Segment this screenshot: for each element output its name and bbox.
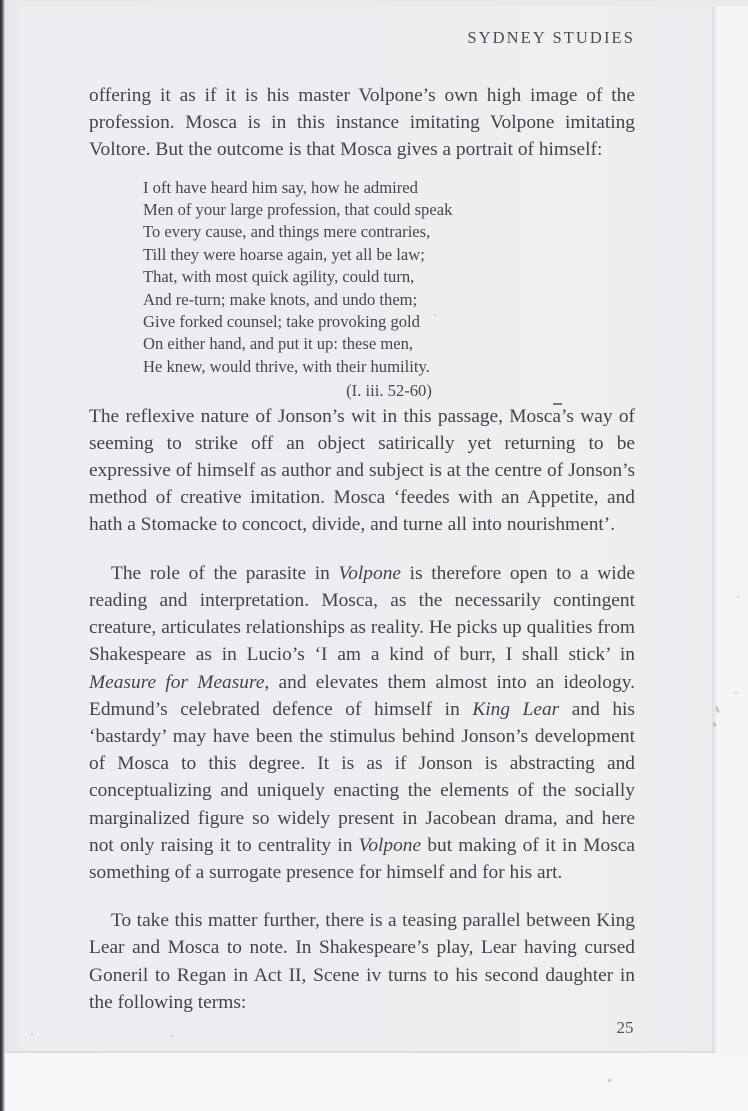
paragraph-3-text-e: but making of it in Mosca something of a surrogate presence for himself and for his art.: [89, 834, 635, 883]
scan-speck: [171, 1035, 173, 1037]
verse-line: On either hand, and put it up: these men,: [143, 334, 414, 354]
title-king-lear: King Lear: [472, 698, 560, 720]
page-edge-seam: [712, 6, 714, 1053]
text-column: [89, 82, 635, 1016]
verse-line: Men of your large profession, that could speak: [143, 200, 453, 220]
paragraph-3-text-a: The role of the parasite in: [111, 562, 339, 584]
verse-citation: (I. iii. 52-60): [346, 381, 432, 401]
verse-line: And re-turn; make knots, and undo them;: [143, 289, 418, 309]
verse-line: That, with most quick agility, could turn,: [143, 267, 415, 287]
page-number: 25: [616, 1018, 634, 1037]
verse-quotation: [89, 177, 635, 403]
title-volpone-2: Volpone: [358, 834, 422, 856]
running-head: SYDNEY STUDIES: [467, 28, 635, 47]
verse-line: Till they were hoarse again, yet all be law;: [143, 244, 425, 264]
scanner-bed-right: [716, 0, 748, 1111]
scan-speck: [608, 1079, 611, 1082]
paragraph-3: [89, 560, 635, 886]
scanner-bed-bottom: [0, 1053, 748, 1111]
verse-line: To every cause, and things mere contraries,: [143, 222, 431, 242]
paragraph-2: The reflexive nature of Jonson’s wit in this passage, Mosca’s way of seeming to strike off an object satirically yet returning to be expressive of himself as author and subject is at the centre of Jonson’s method of creative imitation. Mosca ‘feedes with an Appetite, and hath a Stomacke to concoct, divide, and turne all into nourishment’.: [89, 405, 635, 536]
scan-speck: [434, 314, 436, 316]
paragraph-1: offering it as if it is his master Volpone’s own high image of the profession. Mosca is in this instance imitating Volpone imitating Voltore. But the outcome is that Mosca gives a portrait of himself:: [89, 85, 635, 161]
verse-line: I oft have heard him say, how he admired: [143, 177, 418, 197]
title-volpone: Volpone: [338, 562, 402, 584]
title-measure-for-measure: Measure for Measure: [89, 671, 265, 693]
paragraph-3-text-d: and his ‘bastardy’ may have been the stimulus behind Jonson’s development of Mosca to this degree. It is as if Jonson is abstracting and conceptualizing and uniquely enacting the elements of the socially marginalized figure so widely present in Jacobean drama, and here not only raising it to centrality in: [89, 698, 635, 856]
scan-speck: [735, 692, 737, 694]
paragraph-4: To take this matter further, there is a teasing parallel between King Lear and Mosca to note. In Shakespeare’s play, Lear having cursed Goneril to Regan in Act II, Scene iv turns to his second daughter in the following terms:: [89, 910, 635, 1013]
verse-line: He knew, would thrive, with their humility.: [143, 356, 430, 376]
scan-speck: [31, 1033, 33, 1035]
paragraph-3-text-b: is therefore open to a wide reading and interpretation. Mosca, as the necessarily contingent creature, articulates relationships as reality. He picks up qualities from Shakespeare as in Lucio’s ‘I am a kind of burr, I shall stick’ in: [89, 562, 635, 666]
scanner-bed-top: [0, 0, 748, 6]
scan-speck: [737, 596, 739, 598]
verse-line: Give forked counsel; take provoking gold: [143, 312, 420, 332]
paragraph-3-text-c: , and elevates them almost into an ideology. Edmund’s celebrated defence of himself in: [89, 671, 635, 720]
book-spine-shadow: [0, 0, 5, 1111]
scan-artifact-mark: [553, 403, 562, 405]
